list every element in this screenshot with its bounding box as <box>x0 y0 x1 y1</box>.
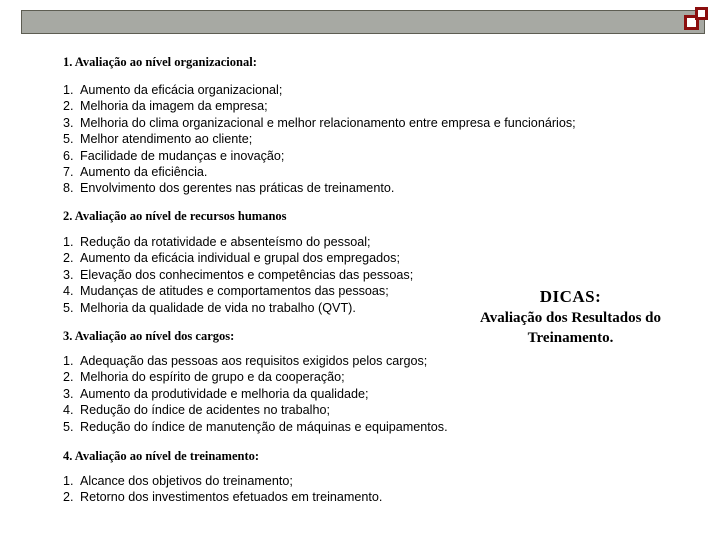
item-text: Aumento da eficácia organizacional; <box>80 83 283 97</box>
section-list <box>63 82 576 197</box>
item-text: Elevação dos conhecimentos e competências das pessoas; <box>80 267 414 282</box>
item-number: 1. <box>63 235 74 249</box>
item-number: 2. <box>63 99 74 114</box>
list-item <box>63 250 413 266</box>
section-list <box>63 473 382 506</box>
item-text: Retorno dos investimentos efetuados em treinamento. <box>80 490 383 505</box>
list-item <box>63 98 576 114</box>
item-number: 7. <box>63 165 74 180</box>
item-text: Melhoria do clima organizacional e melhor relacionamento entre empresa e funcionários; <box>80 115 576 130</box>
list-item <box>63 419 448 435</box>
item-number: 5. <box>63 300 74 315</box>
list-item <box>63 267 413 283</box>
item-text: Envolvimento dos gerentes nas práticas de treinamento. <box>80 181 395 196</box>
callout-title: DICAS: <box>539 287 602 306</box>
section-list <box>63 234 413 316</box>
item-text: Redução da rotatividade e absenteísmo do pessoal; <box>80 235 371 249</box>
item-number: 5. <box>63 132 74 147</box>
item-text: Melhoria da qualidade de vida no trabalho (QVT). <box>80 300 356 315</box>
item-text: Aumento da eficiência. <box>80 165 208 180</box>
item-number: 2. <box>63 370 74 385</box>
item-number: 1. <box>63 354 74 368</box>
item-number: 1. <box>63 474 74 488</box>
item-text: Aumento da produtividade e melhoria da qualidade; <box>80 386 369 401</box>
list-item <box>63 82 576 98</box>
list-item <box>63 300 413 316</box>
item-number: 2. <box>63 490 74 505</box>
section-heading: 2. Avaliação ao nível de recursos humanos <box>63 209 287 223</box>
item-text: Aumento da eficácia individual e grupal dos empregados; <box>80 251 400 266</box>
slide-title-bar <box>21 10 705 34</box>
item-text: Redução do índice de manutenção de máquinas e equipamentos. <box>80 419 448 434</box>
item-number: 4. <box>63 403 74 418</box>
item-text: Adequação das pessoas aos requisitos exigidos pelos cargos; <box>80 354 428 368</box>
section-heading: 3. Avaliação ao nível dos cargos: <box>63 329 235 343</box>
item-number: 4. <box>63 284 74 299</box>
list-item <box>63 369 448 385</box>
list-item <box>63 402 448 418</box>
item-text: Facilidade de mudanças e inovação; <box>80 148 285 163</box>
list-item <box>63 164 576 180</box>
item-text: Redução do índice de acidentes no trabalho; <box>80 403 330 418</box>
decorative-square-icon <box>695 7 708 20</box>
list-item <box>63 148 576 164</box>
list-item <box>63 489 382 505</box>
section-heading: 4. Avaliação ao nível de treinamento: <box>63 449 260 463</box>
item-text: Melhoria da imagem da empresa; <box>80 99 268 114</box>
item-text: Melhoria do espírito de grupo e da cooperação; <box>80 370 345 385</box>
tips-callout <box>458 286 683 348</box>
list-item <box>63 180 576 196</box>
item-text: Alcance dos objetivos do treinamento; <box>80 474 293 488</box>
item-text: Mudanças de atitudes e comportamentos das pessoas; <box>80 284 389 299</box>
section-heading: 1. Avaliação ao nível organizacional: <box>63 55 257 69</box>
list-item <box>63 131 576 147</box>
item-number: 2. <box>63 251 74 266</box>
section-list <box>63 353 448 435</box>
list-item <box>63 115 576 131</box>
callout-line-2: Treinamento. <box>527 330 614 346</box>
list-item <box>63 353 448 369</box>
item-number: 3. <box>63 267 74 282</box>
list-item <box>63 234 413 250</box>
item-number: 1. <box>63 83 74 97</box>
item-number: 5. <box>63 419 74 434</box>
list-item <box>63 386 448 402</box>
item-number: 3. <box>63 386 74 401</box>
item-number: 3. <box>63 115 74 130</box>
list-item <box>63 283 413 299</box>
item-text: Melhor atendimento ao cliente; <box>80 132 253 147</box>
item-number: 8. <box>63 181 74 196</box>
callout-line-1: Avaliação dos Resultados do <box>480 310 661 326</box>
item-number: 6. <box>63 148 74 163</box>
list-item <box>63 473 382 489</box>
